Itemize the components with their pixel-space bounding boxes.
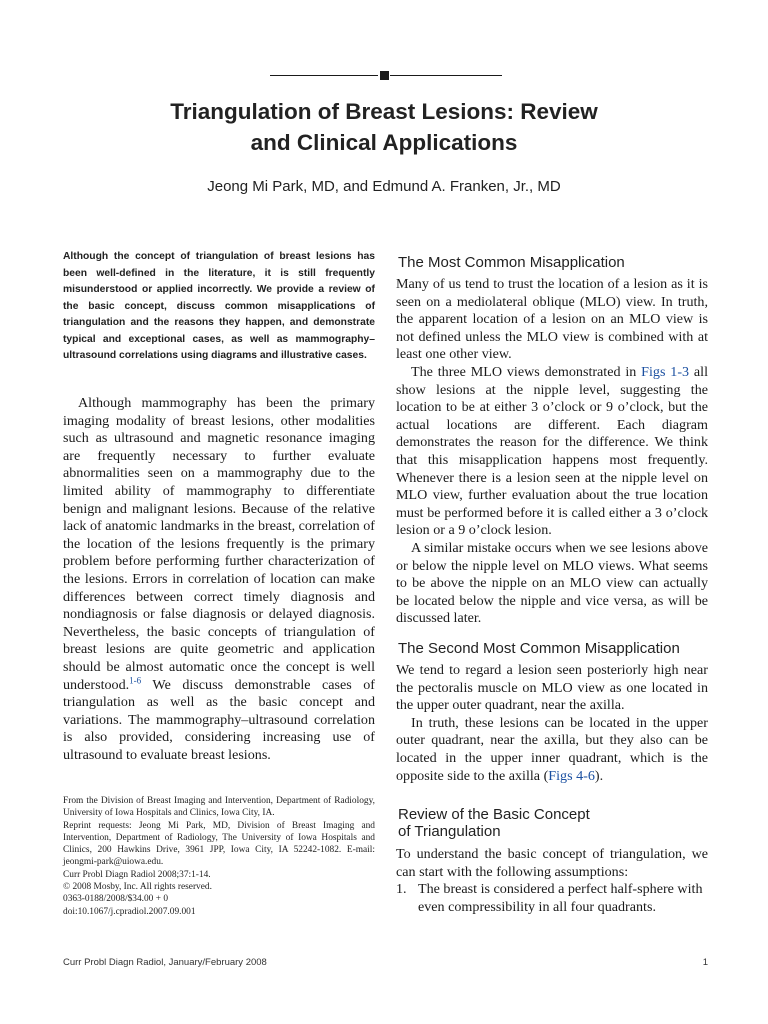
section-heading-basic-concept	[398, 806, 678, 840]
affiliation-line: From the Division of Breast Imaging and Intervention, Department of Radiology, University of Iowa Hospitals and Clinics, Iowa City, IA.	[63, 796, 375, 819]
intro-paragraph	[63, 395, 375, 764]
title-ornament	[270, 70, 502, 82]
section3-para1: To understand the basic concept of triangulation, we can start with the following assumptions:	[396, 846, 708, 880]
reference-link[interactable]: 1-6	[129, 674, 142, 685]
ornament-line-left	[270, 75, 378, 76]
abstract: Although the concept of triangulation of breast lesions has been well-defined in the literature, it is still frequently misunderstood or applied incorrectly. We provide a review of the basic concept, discuss common misapplications of triangulation and the reasons they happen, and demonstrate typical and exceptional cases, as well as mammography–ultrasound correlations using diagrams and illustrative cases.	[63, 251, 375, 361]
title-line-1: Triangulation of Breast Lesions: Review	[170, 99, 598, 124]
section-heading-most-common: The Most Common Misapplication	[398, 254, 625, 271]
section1-body	[396, 276, 708, 628]
ornament-line-right	[390, 75, 502, 76]
page-number: 1	[702, 957, 708, 968]
footer-journal: Curr Probl Diagn Radiol, January/February 2008	[63, 957, 267, 968]
copyright: © 2008 Mosby, Inc. All rights reserved.	[63, 882, 212, 893]
section1-para2-a: The three MLO views demonstrated in	[411, 363, 642, 380]
title-line-2: and Clinical Applications	[250, 130, 518, 155]
intro-text-b: We discuss demonstrable cases of triangulation as well as the basic concept and variations. The mammography–ultrasound correlation is also provided, considering increasing use of ultrasound to evaluate breast lesions.	[63, 676, 375, 763]
assumption-list-item	[396, 881, 708, 916]
section2-para2	[396, 715, 708, 785]
section1-para1: Many of us tend to trust the location of a lesion as it is seen on a mediolateral oblique (MLO) view. In truth, the apparent location of a lesion on an MLO view is not defined unless the MLO view is combined with at least one other view.	[396, 276, 708, 363]
section2-para2-a: In truth, these lesions can be located in the upper outer quadrant, near the axilla, but they also can be located in the upper inner quadrant, which is the opposite side to the axilla (	[396, 714, 708, 784]
section-heading-second-most-common: The Second Most Common Misapplication	[398, 640, 680, 657]
section3-body	[396, 846, 708, 916]
article-title	[80, 96, 688, 158]
ornament-square	[380, 71, 389, 80]
section3-heading-line1: Review of the Basic Concept	[398, 806, 590, 823]
issn: 0363-0188/2008/$34.00 + 0	[63, 894, 169, 905]
section2-para1: We tend to regard a lesion seen posteriorly high near the pectoralis muscle on MLO view as one located in the upper outer quadrant, near the axilla.	[396, 662, 708, 714]
reprint-requests: Reprint requests: Jeong Mi Park, MD, Division of Breast Imaging and Intervention, Department of Radiology, The University of Iowa Hospitals and Clinics, 200 Hawkins Drive, 3961 JPP, Iowa City, IA 52242-1082. E-mail: jeongmi-park@uiowa.edu.	[63, 820, 375, 868]
list-item-text: The breast is considered a perfect half-sphere with even compressibility in all four quadrants.	[418, 881, 703, 915]
section1-para3: A similar mistake occurs when we see lesions above or below the nipple level on MLO views. What seems to be above the nipple on an MLO view can actually be located below the nipple and vice versa, as will be discussed later.	[396, 539, 708, 627]
section1-para2-b: all show lesions at the nipple level, suggesting the location to be at either 3 o’clock or 9 o’clock, but the actual locations are different. Each diagram demonstrates the reason for the difference. We think that this misapplication happens most frequently. Whenever there is a lesion seen at the nipple level on MLO view, further evaluation about the true location must be performed before it is called either a 3 o’clock lesion or a 9 o’clock lesion.	[396, 363, 708, 539]
list-item-number: 1.	[396, 881, 407, 898]
citation: Curr Probl Diagn Radiol 2008;37:1-14.	[63, 869, 211, 880]
figs-1-3-link[interactable]: Figs 1-3	[641, 363, 690, 380]
doi: doi:10.1067/j.cpradiol.2007.09.001	[63, 906, 196, 917]
page-footer	[63, 957, 708, 968]
section2-body	[396, 662, 708, 785]
section2-para2-b: ).	[594, 767, 604, 784]
intro-text-a: Although mammography has been the primary imaging modality of breast lesions, other modalities such as ultrasound and magnetic resonance imaging are frequently necessary to further evaluate abnormalities seen on a mammography due to the limited ability of mammography to differentiate benign and malignant lesions. Because of the relative lack of anatomic landmarks in the breast, correlation of the location of the lesions frequently is the primary problem before performing further characterization of the lesions. Errors in correlation of location can make differences between correct timely diagnosis and nondiagnosis or false diagnosis or delayed diagnosis. Nevertheless, the basic concepts of triangulation of breast lesions are quite geometric and application should be almost automatic once the concept is well understood.	[63, 395, 375, 693]
figs-4-6-link[interactable]: Figs 4-6	[548, 767, 595, 784]
section1-para2	[396, 364, 708, 540]
affiliation-block	[63, 795, 375, 918]
section3-heading-line2: of Triangulation	[398, 823, 501, 840]
authors: Jeong Mi Park, MD, and Edmund A. Franken, Jr., MD	[207, 178, 561, 195]
